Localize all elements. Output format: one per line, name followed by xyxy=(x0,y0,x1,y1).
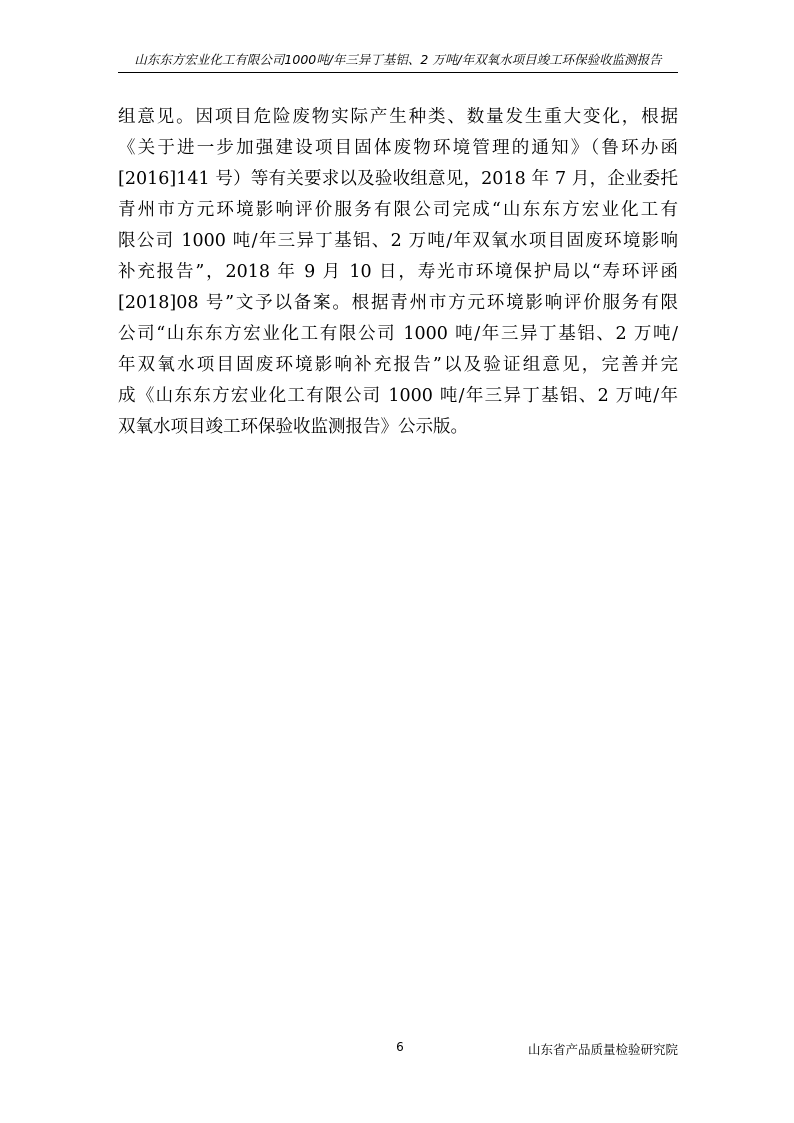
page-number: 6 xyxy=(396,1040,404,1054)
body-line-3: [2016]141 号）等有关要求以及验收组意见，2018 年 7 月，企业委托 xyxy=(118,169,678,189)
body-line-6: 补充报告”，2018 年 9 月 10 日，寿光市环境保护局以“寿环评函 xyxy=(118,262,678,282)
body-line-4: 青州市方元环境影响评价服务有限公司完成“山东东方宏业化工有 xyxy=(118,200,678,220)
body-line-1: 组意见。因项目危险废物实际产生种类、数量发生重大变化，根据 xyxy=(118,107,678,127)
header-title: 山东东方宏业化工有限公司1000吨/年三异丁基铝、2 万吨/年双氧水项目竣工环保验收监测报告 xyxy=(134,52,662,67)
body-line-5: 限公司 1000 吨/年三异丁基铝、2 万吨/年双氧水项目固废环境影响 xyxy=(118,231,678,251)
footer-organization: 山东省产品质量检验研究院 xyxy=(527,1042,678,1057)
body-line-9: 年双氧水项目固废环境影响补充报告”以及验证组意见，完善并完 xyxy=(118,355,678,375)
body-paragraph xyxy=(118,102,678,443)
body-line-8: 公司“山东东方宏业化工有限公司 1000 吨/年三异丁基铝、2 万吨/ xyxy=(118,324,678,344)
body-line-11: 双氧水项目竣工环保验收监测报告》公示版。 xyxy=(118,417,468,437)
body-line-2: 《关于进一步加强建设项目固体废物环境管理的通知》（鲁环办函 xyxy=(118,138,678,158)
body-line-7: [2018]08 号”文予以备案。根据青州市方元环境影响评价服务有限 xyxy=(118,293,678,313)
body-line-10: 成《山东东方宏业化工有限公司 1000 吨/年三异丁基铝、2 万吨/年 xyxy=(118,386,678,406)
page-header xyxy=(118,50,678,73)
